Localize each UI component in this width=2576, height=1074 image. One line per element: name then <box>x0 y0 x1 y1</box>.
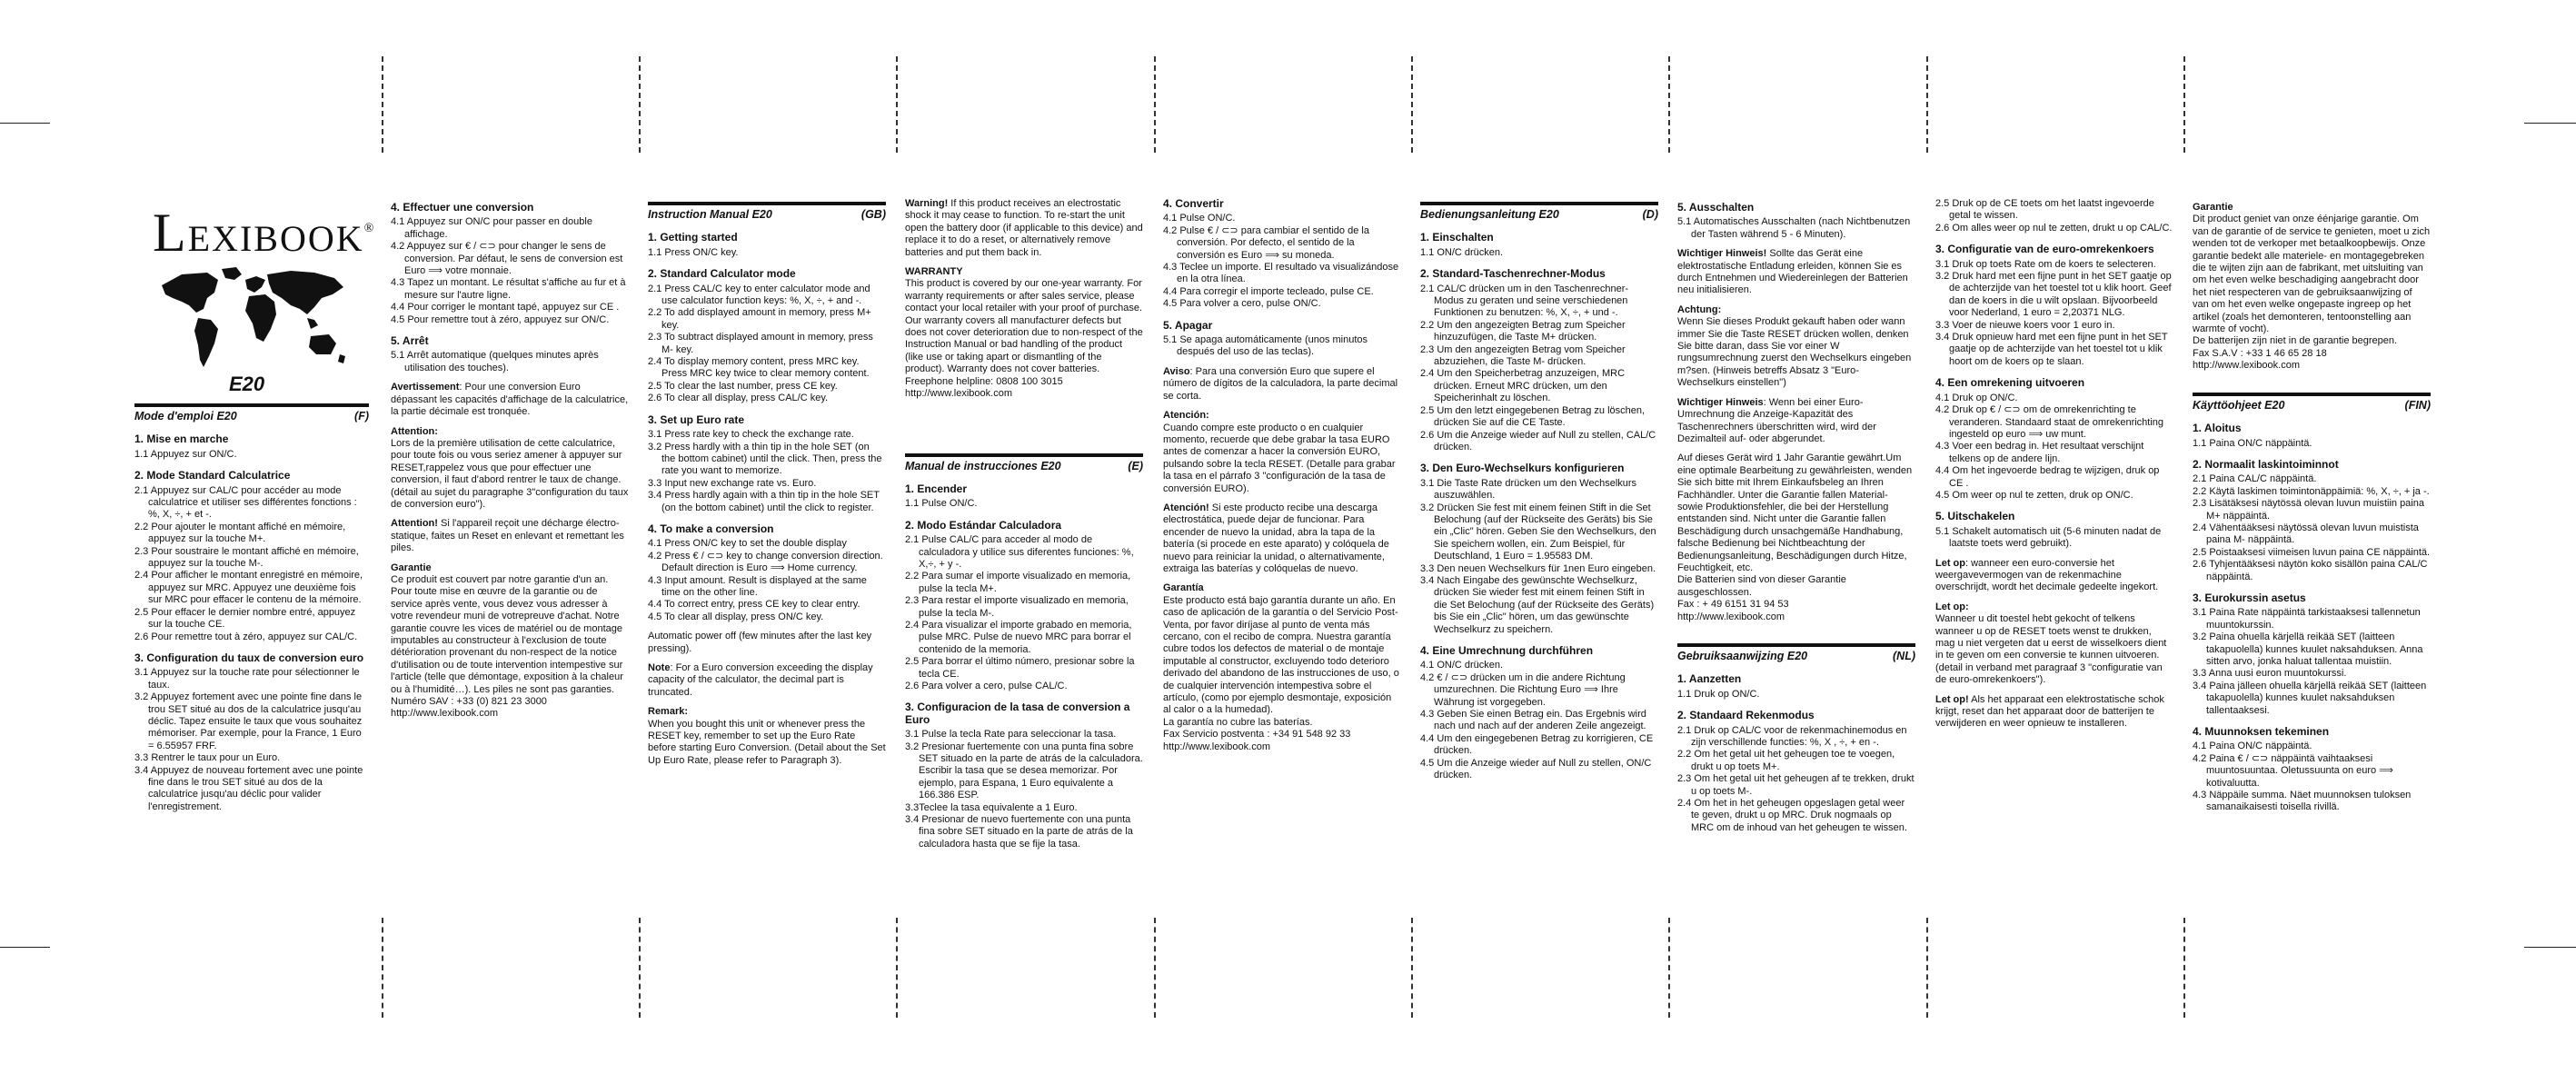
paragraph: De batterijen zijn niet in de garantie begrepen. <box>2193 335 2398 347</box>
paragraph: Wanneer u dit toestel hebt gekocht of telkens wanneer u op de RESET toets wenst te drukken, mag u niet vergeten dat u eerst de wisselkoers dient in te geven om een conversie te kunnen uitvoeren. (detail in verband met paragraaf 3 "configuratie van de euro-omrekenkoers"). <box>1935 613 2167 686</box>
list-item: 3.4 Paina jälleen ohuella kärjellä reikää SET (laitteen takapuolella) kunnes kuulet naksahduksen tallentaaksesi. <box>2193 680 2427 716</box>
list-item: 5.1 Automatisches Ausschalten (nach Nichtbenutzen der Tasten während 5 - 6 Minuten). <box>1677 216 1911 240</box>
column-gb-1 <box>648 202 886 773</box>
list-item: 2.1 Press CAL/C key to enter calculator mode and use calculator function keys: %, X, ÷, + and -. <box>648 283 870 307</box>
paragraph: Cuando compre este producto o en cualquier momento, recuerde que debe grabar la tasa EURO antes de comenzar a hacer la conversión EURO, pulsando sobre la tecla RESET. (Detalle para grabar la tasa en el párrafo 3 "configuración de la tasa de conversión EURO). <box>1163 422 1396 494</box>
crop-mark <box>0 123 50 124</box>
fold-line <box>2183 56 2185 153</box>
list-item: 3.4 Appuyez de nouveau fortement avec une pointe fine dans le trou SET situé au dos de la calculatrice jusqu'au déclic pour valider l'enregistrement. <box>134 764 363 812</box>
fold-line <box>2183 918 2185 1018</box>
list-item: 4.2 € / ⊂⊃ drücken um in die andere Richtung umzurechnen. Die Richtung Euro ⟹ Ihre Währung ist vorgegeben. <box>1420 671 1626 708</box>
heading: 5. Uitschakelen <box>1935 510 2015 523</box>
heading: 1. Encender <box>905 482 968 495</box>
fold-line <box>1154 56 1156 153</box>
fax-number: Fax S.A.V : +33 1 46 65 28 18 <box>2193 347 2327 359</box>
list-item: 3.4 Nach Eingabe des gewünschte Wechselkurz, drücken Sie wieder fest mit einem feinen Stift in die Set Belochung (auf der Rückseite des Geräts) bis Sie ein „Clic" hören, um das gewünschte Wechselkurz zu speichern. <box>1420 574 1655 635</box>
label: Atención: <box>1163 410 1209 422</box>
column-de-1 <box>1420 202 1658 781</box>
heading: 2. Standard-Taschenrechner-Modus <box>1420 267 1606 281</box>
list-item: 4.2 Paina € / ⊂⊃ näppäintä vaihtaaksesi muuntosuuntaa. Oletussuunta on euro ⟹ kotivaluutta. <box>2193 752 2393 789</box>
section-title-nl: Gebruiksaanwijzing E20 (NL) <box>1677 643 1915 662</box>
label: Let op: <box>1935 601 1969 612</box>
list-item: 2.3 To subtract displayed amount in memory, press M- key. <box>648 332 873 355</box>
list-item: 3.2 Press hardly with a thin tip in the hole SET (on the bottom cabinet) until the click. Then, press the rate you want to memorize. <box>648 441 882 477</box>
paragraph: Let op! Als het apparaat een elektrostatische schok krijgt, reset dan het apparaat door de batterijen te verwijderen en weer opnieuw te installeren. <box>1935 693 2164 730</box>
world-map-icon <box>154 265 350 374</box>
list-item: 3.4 Presionar de nuevo fuertemente con una punta fina sobre SET situado en la parte de atrás de la calculadora hasta que se fije la tasa. <box>905 814 1133 850</box>
list-item: 2.2 Om het getal uit het geheugen toe te voegen, drukt u op toets M+. <box>1677 749 1895 772</box>
paragraph: Automatic power off (few minutes after the last key pressing). <box>648 631 872 654</box>
list-item: 2.4 Pour afficher le montant enregistré en mémoire, appuyez sur MRC. Appuyez une deuxième fois sur MRC pour effacer le contenu de la mémoire. <box>134 570 363 606</box>
fold-line <box>1668 56 1670 153</box>
section-title-es: Manual de instrucciones E20 (E) <box>905 453 1143 472</box>
list-item: 4.3 Tapez un montant. Le résultat s'affiche au fur et à mesure sur l'autre ligne. <box>391 277 626 301</box>
heading: 3. Configuratie van de euro-omrekenkoers <box>1935 243 2154 256</box>
list-item: 3.3 Rentrer le taux pour un Euro. <box>134 752 281 764</box>
list-item: 2.3 Lisätäksesi näytössä olevan luvun muistiin paina M+ näppäintä. <box>2193 498 2424 522</box>
list-item: 4.5 Pour remettre tout à zéro, appuyez sur ON/C. <box>391 313 610 325</box>
fax-number: Fax Servicio postventa : +34 91 548 92 33 <box>1163 729 1351 741</box>
paragraph: Auf dieses Gerät wird 1 Jahr Garantie gewährt.Um eine optimale Bearbeitung zu gewährleisten, wenden Sie sich bitte mit Ihrem Einkaufsbeleg an Ihren Fachhändler. Unter die Garantie fallen Material- sowie Produktionsfehler, die bei der Herstellung entstanden sind. Nicht unter die Garantie fallen Beschädigung durch unsachgemäße Handhabung, falsche Bedienung bei Nichtbeachtung der Bedienungsanleitung, Beschädigungen durch Hitze, Feuchtigkeit, etc. <box>1677 452 1913 573</box>
heading: 4. Convertir <box>1163 197 1224 210</box>
list-item: 2.3 Para restar el importe visualizado en memoria, pulse la tecla M-. <box>905 595 1129 619</box>
paragraph: Wichtiger Hinweis: Wenn bei einer Euro-Umrechnung die Anzeige-Kapazität des Taschenrechners überschritten wird, wird der Dezimalteil auf- oder abgerundet. <box>1677 396 1876 444</box>
list-item: 2.1 Druk op CAL/C voor de rekenmachinemodus en zijn verschillende functies: %, X , ÷, + en -. <box>1677 724 1907 749</box>
list-item: 2.2 Para sumar el importe visualizado en memoria, pulse la tecla M+. <box>905 571 1131 594</box>
list-item: 4.3 Input amount. Result is displayed at the same time on the other line. <box>648 574 867 598</box>
fold-line <box>1668 918 1670 1018</box>
column-es-2 <box>1163 198 1401 760</box>
heading: 4. Effectuer une conversion <box>391 201 534 214</box>
fold-line <box>896 918 898 1018</box>
paragraph: Die Batterien sind von dieser Garantie ausgeschlossen. <box>1677 574 1846 598</box>
list-item: 2.4 Para visualizar el importe grabado en memoria, pulse MRC. Pulse de nuevo MRC para borrar el contenido de la memoria. <box>905 619 1132 655</box>
paragraph: Avertissement: Pour une conversion Euro dépassant les capacités d'affichage de la calculatrice, la partie décimale est tronquée. <box>391 382 629 418</box>
list-item: 2.5 Pour effacer le dernier nombre entré, appuyez sur la touche CE. <box>134 606 356 631</box>
list-item: 3.3 Voer de nieuwe koers voor 1 euro in. <box>1935 319 2115 331</box>
label: Garantía <box>1163 582 1204 594</box>
crop-mark <box>2524 123 2576 124</box>
list-item: 2.4 Vähentääksesi näytössä olevan luvun muistista paina M- näppäintä. <box>2193 522 2419 546</box>
list-item: 1.1 ON/C drücken. <box>1420 246 1504 258</box>
heading: 2. Standard Calculator mode <box>648 267 796 281</box>
list-item: 3.3Teclee la tasa equivalente a 1 Euro. <box>905 801 1078 813</box>
paragraph: Aviso: Para una conversión Euro que supere el número de dígitos de la calculadora, la parte decimal se corta. <box>1163 365 1398 402</box>
list-item: 3.2 Appuyez fortement avec une pointe fine dans le trou SET situé au dos de la calculatrice jusqu'au déclic. Tapez ensuite le taux que vous souhaitez mémoriser. Par exemple, pour la France, 1 Euro = 6.55957 FRF. <box>134 691 363 751</box>
paragraph: Lors de la première utilisation de cette calculatrice, pour toute fois ou vous seriez amener à appuyer sur RESET,rappelez vous que pour effectuer une conversion, il faut d'abord rentrer le taux de change. (détail au sujet du paragraphe 3"configuration du taux de conversion euro"). <box>391 437 629 510</box>
list-item: 4.3 Geben Sie einen Betrag ein. Das Ergebnis wird nach und nach auf der anderen Zeile angezeigt. <box>1420 709 1646 732</box>
paragraph: When you bought this unit or whenever press the RESET key, remember to set up the Euro Rate before starting Euro Conversion. (Detail about the Set Up Euro Rate, please refer to Paragraph 3). <box>648 718 886 766</box>
list-item: 1.1 Pulse ON/C. <box>905 498 978 510</box>
list-item: 2.6 Om alles weer op nul te zetten, drukt u op CAL/C. <box>1935 222 2173 234</box>
label: Achtung: <box>1677 303 1722 315</box>
list-item: 1.1 Druk op ON/C. <box>1677 688 1760 700</box>
list-item: 3.1 Die Taste Rate drücken um den Wechselkurs auszuwählen. <box>1420 477 1637 502</box>
list-item: 4.2 Press € / ⊂⊃ key to change conversion direction. Default direction is Euro ⟹ Home currency. <box>648 550 883 574</box>
brand-logo: LEXIBOOK® <box>153 203 374 263</box>
list-item: 4.5 To clear all display, press ON/C key. <box>648 611 824 622</box>
list-item: 2.6 Um die Anzeige wieder auf Null zu stellen, CAL/C drücken. <box>1420 429 1656 452</box>
paragraph: Warning! If this product receives an electrostatic shock it may cease to function. To re-start the unit open the battery door (if applicable to this device) and replace it to do a reset, or alternatively remove batteries and put them back in. <box>905 198 1143 258</box>
list-item: 2.2 To add displayed amount in memory, press M+ key. <box>648 307 871 331</box>
list-item: 3.3 Den neuen Wechselkurs für 1nen Euro eingeben. <box>1420 562 1656 574</box>
list-item: 4.4 To correct entry, press CE key to clear entry. <box>648 599 860 611</box>
fold-line <box>896 56 898 153</box>
section-title-gb: Instruction Manual E20 (GB) <box>648 202 886 221</box>
list-item: 2.4 Om het in het geheugen opgeslagen getal weer te geven, drukt u op MRC. Druk nogmaals op MRC om de inhoud van het geheugen te wissen. <box>1677 798 1907 833</box>
heading: 1. Einschalten <box>1420 231 1494 244</box>
heading: 4. Eine Umrechnung durchführen <box>1420 644 1594 657</box>
list-item: 3.3 Input new exchange rate vs. Euro. <box>648 477 817 489</box>
support-number: Numéro SAV : +33 (0) 821 23 3000 <box>391 696 547 708</box>
list-item: 2.4 To display memory content, press MRC key. Press MRC key twice to clear memory content. <box>648 356 870 380</box>
label: Garantie <box>391 562 432 573</box>
heading: 5. Arrêt <box>391 334 429 348</box>
column-fr-2 <box>391 202 629 727</box>
heading: 1. Aanzetten <box>1677 672 1742 686</box>
list-item: 4.1 ON/C drücken. <box>1420 660 1504 671</box>
heading: 2. Mode Standard Calculatrice <box>134 469 291 482</box>
list-item: 4.5 Om weer op nul te zetten, druk op ON/C. <box>1935 489 2133 501</box>
paragraph: Atención! Si este producto recibe una descarga electrostática, puede dejar de funcionar. Para encender de nuevo la unidad, abra la tapa de la batería (si procede en este aparato) y colóquela de nuevo para reiniciar la unidad, o alternativamente, extraiga las baterías y colóquelas de nuevo. <box>1163 502 1389 574</box>
list-item: 2.5 Para borrar el último número, presionar sobre la tecla CE. <box>905 656 1135 680</box>
list-item: 3.1 Paina Rate näppäintä tarkistaaksesi tallennetun muuntokurssin. <box>2193 607 2421 631</box>
list-item: 4.2 Pulse € / ⊂⊃ para cambiar el sentido de la conversión. Por defecto, el sentido de la conversión es Euro ⟹ su moneda. <box>1163 224 1369 261</box>
website: http://www.lexibook.com <box>1163 741 1270 752</box>
list-item: 2.6 Para volver a cero, pulse CAL/C. <box>905 681 1068 691</box>
list-item: 3.1 Druk op toets Rate om de koers te selecteren. <box>1935 258 2156 270</box>
website: http://www.lexibook.com <box>391 708 498 720</box>
list-item: 2.6 To clear all display, press CAL/C key. <box>648 393 829 404</box>
list-item: 3.2 Drücken Sie fest mit einem feinen Stift in die Set Belochung (auf der Rückseite des Geräts) bis Sie ein „Clic" hören. Geben Sie den Wechselkurs, den Sie speichern wollen, ein. Zum Beispiel, für Deutschland, 1 Euro = 1.95583 DM. <box>1420 502 1656 562</box>
fold-line <box>1411 56 1413 153</box>
paragraph: Let op: wanneer een euro-conversie het weergavevermogen van de rekenmachine overschrijdt, wordt het decimale gedeelte ingekort. <box>1935 557 2159 593</box>
list-item: 1.1 Press ON/C key. <box>648 246 739 258</box>
list-item: 3.2 Presionar fuertemente con una punta fina sobre SET situado en la parte de atrás de la calculadora. Escribir la tasa que se desea memorizar. Por ejemplo, para Espana, 1 Euro equivalente a 166.386 ESP. <box>905 741 1143 801</box>
list-item: 3.2 Druk hard met een fijne punt in het SET gaatje op de achterzijde van het toestel tot u klik hoort. Geef dan de koers in die u wilt opslaan. Bijvoorbeeld voor Nederland, 1 euro = 2,20371 NLG. <box>1935 271 2172 319</box>
section-title-fin: Käyttöohjeet E20 (FIN) <box>2193 393 2431 412</box>
list-item: 4.4 Om het ingevoerde bedrag te wijzigen, druk op CE . <box>1935 465 2160 489</box>
website: http://www.lexibook.com <box>1677 611 1785 622</box>
paragraph: La garantía no cubre las baterías. <box>1163 716 1313 728</box>
fax-number: Fax : + 49 6151 31 94 53 <box>1677 599 1789 611</box>
column-de-2 <box>1677 202 1915 834</box>
list-item: 4.1 Press ON/C key to set the double display <box>648 538 847 550</box>
label: WARRANTY <box>905 266 963 278</box>
list-item: 3.1 Pulse la tecla Rate para seleccionar la tasa. <box>905 729 1117 741</box>
heading: 4. Muunnoksen tekeminen <box>2193 725 2330 739</box>
fold-line <box>1926 56 1928 153</box>
paragraph: Wichtiger Hinweis! Sollte das Gerät eine elektrostatische Entladung erleiden, können Sie es durch Entnehmen und Wiedereinlegen der Batterien neu initialisieren. <box>1677 248 1908 296</box>
list-item: 3.2 Paina ohuella kärjellä reikää SET (laitteen takapuolella) kunnes kuulet naksahduksen. Anna sitten arvo, jonka haluat tallentaa muistiin. <box>2193 631 2423 667</box>
column-fr-1 <box>134 403 369 813</box>
list-item: 2.3 Um den angezeigten Betrag vom Speicher abzuziehen, die Taste M- drücken. <box>1420 343 1626 368</box>
heading: 1. Aloitus <box>2193 422 2242 435</box>
label: Garantie <box>2193 202 2233 213</box>
list-item: 2.1 CAL/C drücken um in den Taschenrechner-Modus zu geraten und seine verschiedenen Funktionen zu benutzen: %, X, ÷, + und -. <box>1420 283 1629 319</box>
list-item: 5.1 Schakelt automatisch uit (5-6 minuten nadat de laatste toets werd gebruikt). <box>1935 525 2162 550</box>
fold-line <box>1411 918 1413 1018</box>
paragraph: Ce produit est couvert par notre garantie d'un an. Pour toute mise en œuvre de la garantie ou de service après vente, vous devez vous adresser à votre revendeur muni de votrepreuve d'achat. Notre garantie couvre les vices de matériel ou de montage imputables au constructeur à l'exclusion de toute détérioration provenant du non-respect de la notice d'utilisation ou de toute intervention intempestive sur l'article (telle que démontage, exposition à la chaleur ou à l'humidité…). Les piles ne sont pas garanties. <box>391 573 623 695</box>
list-item: 3.4 Press hardly again with a thin tip in the hole SET (on the bottom cabinet) until the click to register. <box>648 490 880 513</box>
list-item: 4.3 Näppäile summa. Näet muunnoksen tuloksen samanaikaisesti toisella rivillä. <box>2193 790 2412 813</box>
list-item: 4.4 Para corregir el importe tecleado, pulse CE. <box>1163 285 1374 297</box>
crop-mark <box>0 947 50 948</box>
paragraph: Este producto está bajo garantía durante un año. En caso de aplicación de la garantía o del Servicio Post-Venta, por favor diríjase al punto de venta más cercano, con el recibo de compra. Nuestra garantía cubre todos los defectos de material o de montaje imputable al constructor, excluyendo todo deterioro derivado del abandono de las instrucciones de uso, o de cualquier intervención intempestiva sobre el artículo, (como por ejemplo desmontaje, exposición al calor o a la humedad). <box>1163 594 1399 716</box>
paragraph: Wenn Sie dieses Produkt gekauft haben oder wann immer Sie die Taste RESET drücken wollen, denken Sie bitte daran, dass Sie vor einer W rungsumrechnung zuerst den Wechselkurs eingeben m?sen. (Hinweis betreffs Absatz 3 "Euro-Wechselkurs einstellen") <box>1677 316 1912 389</box>
fold-line <box>382 56 383 153</box>
heading: 3. Eurokurssin asetus <box>2193 591 2306 604</box>
list-item: 2.3 Pour soustraire le montant affiché en mémoire, appuyez sur la touche M-. <box>134 545 359 570</box>
fold-line <box>639 918 641 1018</box>
list-item: 5.1 Se apaga automáticamente (unos minutos después del uso de las teclas). <box>1163 334 1368 358</box>
paragraph: Note: For a Euro conversion exceeding the display capacity of the calculator, the decimal part is truncated. <box>648 662 873 698</box>
heading: 5. Ausschalten <box>1677 201 1755 214</box>
column-nl-2 <box>1935 198 2173 737</box>
list-item: 4.1 Druk op ON/C. <box>1935 392 2018 403</box>
heading: 1. Mise en marche <box>134 433 229 446</box>
list-item: 4.1 Pulse ON/C. <box>1163 213 1236 224</box>
list-item: 4.1 Appuyez sur ON/C pour passer en double affichage. <box>391 216 592 240</box>
heading: 3. Set up Euro rate <box>648 413 745 426</box>
list-item: 2.3 Om het getal uit het geheugen af te trekken, drukt u op toets M-. <box>1677 773 1915 797</box>
heading: 2. Modo Estándar Calculadora <box>905 518 1062 532</box>
list-item: 3.4 Druk opnieuw hard met een fijne punt in het SET gaatje op de achterzijde van het toestel tot u klik hoort om de koers op te slaan. <box>1935 332 2168 367</box>
section-title-fr: Mode d'emploi E20 (F) <box>134 403 369 423</box>
heading: 3. Configuration du taux de conversion euro <box>134 651 364 664</box>
list-item: 1.1 Appuyez sur ON/C. <box>134 448 237 460</box>
list-item: 3.1 Press rate key to check the exchange rate. <box>648 429 854 441</box>
list-item: 4.3 Teclee un importe. El resultado va visualizándose en la otra línea. <box>1163 262 1399 285</box>
list-item: 4.2 Appuyez sur € / ⊂⊃ pour changer le sens de conversion. Par défaut, le sens de conversion est Euro ⟹ votre monnaie. <box>391 241 623 277</box>
list-item: 4.1 Paina ON/C näppäintä. <box>2193 741 2312 752</box>
heading: 3. Configuracion de la tasa de conversion a Euro <box>905 701 1130 726</box>
list-item: 2.1 Appuyez sur CAL/C pour accéder au mode calculatrice et utiliser ses différentes fonctions : %, X, ÷, + et -. <box>134 484 357 521</box>
list-item: 2.2 Pour ajouter le montant affiché en mémoire, appuyez sur la touche M+. <box>134 521 346 545</box>
list-item: 5.1 Arrêt automatique (quelques minutes après utilisation des touches). <box>391 350 599 373</box>
heading: 5. Apagar <box>1163 318 1213 332</box>
paragraph: Attention! Si l'appareil reçoit une décharge électro-statique, faites un Reset en enlevant et remettant les piles. <box>391 518 624 554</box>
label: Attention: <box>391 425 438 437</box>
heading: 2. Normaalit laskintoiminnot <box>2193 457 2339 471</box>
section-title-de: Bedienungsanleitung E20 (D) <box>1420 202 1658 221</box>
heading: 2. Standaard Rekenmodus <box>1677 709 1815 722</box>
list-item: 4.3 Voer een bedrag in. Het resultaat verschijnt telkens op de andere lijn. <box>1935 441 2144 464</box>
list-item: 2.5 Um den letzt eingegebenen Betrag zu löschen, drücken Sie auf die CE Taste. <box>1420 404 1646 429</box>
list-item: 3.1 Appuyez sur la touche rate pour sélectionner le taux. <box>134 667 360 691</box>
fold-line <box>639 56 641 153</box>
model-name: E20 <box>229 373 265 395</box>
list-item: 2.5 Druk op de CE toets om het laatst ingevoerde getal te wissen. <box>1935 198 2154 222</box>
fold-line <box>1926 918 1928 1018</box>
heading: 1. Getting started <box>648 231 738 244</box>
list-item: 4.2 Druk op € / ⊂⊃ om de omrekenrichting te veranderen. Standaard staat de omrekenrichting ingesteld op euro ⟹ uw munt. <box>1935 404 2164 440</box>
list-item: 2.5 To clear the last number, press CE key. <box>648 380 838 392</box>
heading: 3. Den Euro-Wechselkurs konfigurieren <box>1420 462 1625 475</box>
list-item: 2.1 Paina CAL/C näppäintä. <box>2193 473 2317 485</box>
list-item: 4.4 Pour corriger le montant tapé, appuyez sur CE . <box>391 302 620 313</box>
list-item: 4.5 Um die Anzeige wieder auf Null zu stellen, ON/C drücken. <box>1420 757 1652 781</box>
list-item: 2.6 Tyhjentääksesi näytön koko sisällön paina CAL/C näppäintä. <box>2193 559 2428 582</box>
website: http://www.lexibook.com <box>905 388 1012 400</box>
column-gb-2 <box>905 198 1143 850</box>
list-item: 3.3 Anna uusi euron muuntokurssi. <box>2193 668 2347 680</box>
list-item: 2.6 Pour remettre tout à zéro, appuyez sur CAL/C. <box>134 631 358 642</box>
website: http://www.lexibook.com <box>2193 360 2300 372</box>
paragraph: This product is covered by our one-year warranty. For warranty requirements or after sales service, please contact your local retailer with your proof of purchase. Our warranty covers all manufacturer defects but does not cover deterioration due to non-respect of the Instruction Manual or bad handling of the product (like use or taking apart or dismantling of the product). Warranty does not cover batteries. <box>905 278 1143 375</box>
list-item: 4.5 Para volver a cero, pulse ON/C. <box>1163 298 1321 310</box>
fold-line <box>1154 918 1156 1018</box>
list-item: 2.5 Poistaaksesi viimeisen luvun paina CE näppäintä. <box>2193 546 2431 558</box>
list-item: 2.2 Käytä laskimen toimintonäppäimiä: %, X, ÷, + ja -. <box>2193 485 2430 497</box>
crop-mark <box>2524 947 2576 948</box>
list-item: 2.2 Um den angezeigten Betrag zum Speicher hinzuzufügen, die Taste M+ drücken. <box>1420 319 1626 343</box>
label: Remark: <box>648 706 689 718</box>
list-item: 2.4 Um den Speicherbetrag anzuzeigen, MRC drücken. Erneut MRC drücken, um den Speicherinhalt zu löschen. <box>1420 368 1626 404</box>
list-item: 1.1 Paina ON/C näppäintä. <box>2193 437 2312 449</box>
list-item: 4.4 Um den eingegebenen Betrag zu korrigieren, CE drücken. <box>1420 732 1654 757</box>
paragraph: Dit product geniet van onze éénjarige garantie. Om van de garantie of de service te genieten, moet u zich wenden tot de verkoper met betaalkoopbewijs. Onze garantie bedekt alle materiele- en montagegebreken die te wijten zijn aan de fabrikant, met uitsluiting van om het even welke beschadiging aangebracht door het niet respecteren van de gebruiksaanwijzing of van om het even welke ongepaste ingreep op het artikel (zoals het demonteren, tentoonstelling aan warmte of vocht). <box>2193 214 2431 335</box>
heading: 4. Een omrekening uitvoeren <box>1935 376 2085 390</box>
fold-line <box>382 918 383 1018</box>
list-item: 2.1 Pulse CAL/C para acceder al modo de calculadora y utilice sus diferentes funciones: %, X,÷, + y -. <box>905 534 1134 570</box>
column-nl-fin <box>2193 202 2431 814</box>
helpline: Freephone helpline: 0808 100 3015 <box>905 375 1063 387</box>
heading: 4. To make a conversion <box>648 522 774 535</box>
